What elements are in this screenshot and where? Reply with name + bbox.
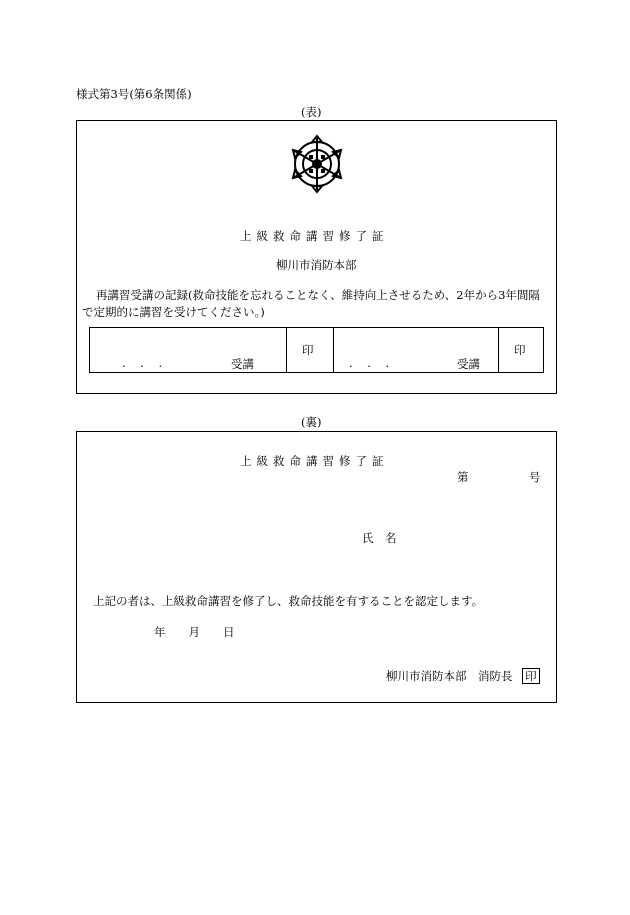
date-line: 年 月 日 (154, 625, 235, 639)
name-label: 氏 名 (362, 531, 397, 545)
record-note-line1: 再講習受講の記録(救命技能を忘れることなく、維持向上させるため、2年から3年間隔 (96, 288, 540, 302)
front-title: 上級救命講習修了証 (240, 229, 389, 243)
certification-text: 上記の者は、上級救命講習を修了し、救命技能を有することを認定します。 (93, 594, 484, 608)
record-note-line2: で定期的に講習を受けてください。) (82, 305, 265, 319)
history-date-marks: . . . (349, 356, 390, 370)
back-side-label: (裏) (301, 415, 322, 429)
front-issuer: 柳川市消防本部 (276, 258, 357, 272)
fire-department-emblem-icon (288, 133, 346, 195)
history-label: 受講 (457, 357, 480, 371)
certificate-number-suffix: 号 (529, 470, 541, 484)
history-seal: 印 (302, 343, 314, 357)
form-number: 様式第3号(第6条関係) (76, 87, 192, 101)
history-label: 受講 (231, 357, 254, 371)
official-seal: 印 (522, 668, 540, 684)
back-card (76, 431, 557, 703)
certificate-number-prefix: 第 (457, 470, 469, 484)
retraining-history-table (89, 327, 544, 373)
back-title: 上級救命講習修了証 (240, 454, 389, 468)
front-side-label: (表) (301, 105, 322, 119)
signer-block (386, 668, 540, 684)
history-date-marks: . . . (122, 356, 163, 370)
signer: 柳川市消防本部 消防長 (386, 669, 513, 683)
history-seal: 印 (514, 343, 526, 357)
